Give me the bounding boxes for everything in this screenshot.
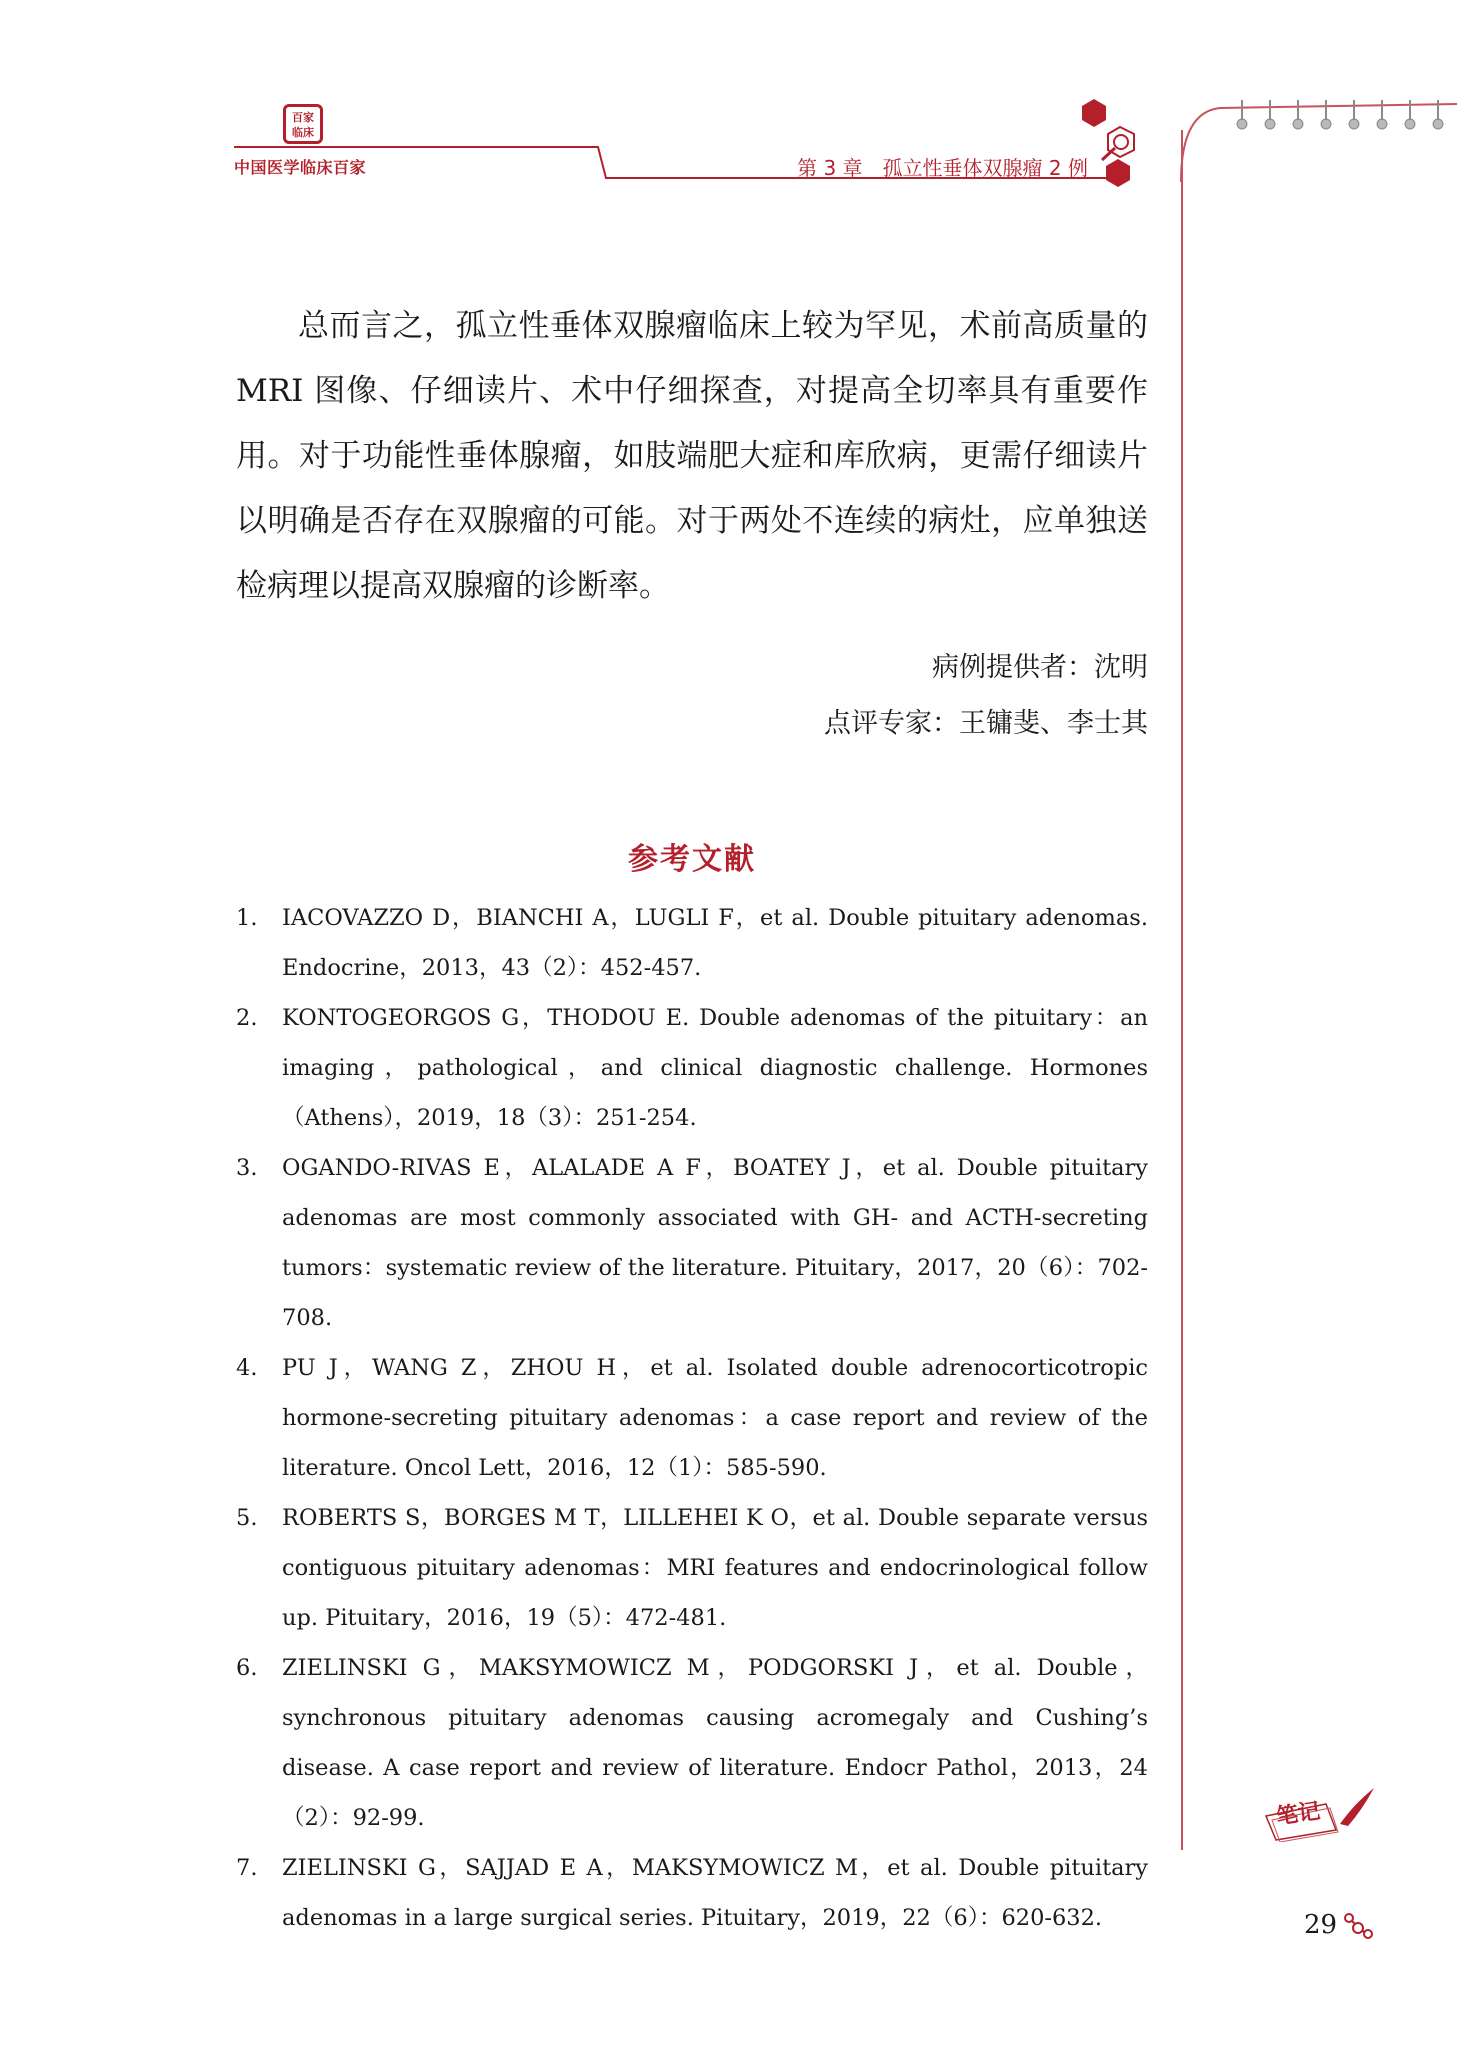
reference-number: 4. [236, 1355, 258, 1381]
chapter-heading [797, 152, 1088, 181]
reference-text: ZIELINSKI G，SAJJAD E A，MAKSYMOWICZ M，et al. Double pituitary adenomas in a large surgical series. Pituitary，2019，22（6）：620-632. [282, 1855, 1148, 1931]
magnifier-icon [1102, 127, 1134, 160]
reference-item [236, 1843, 1148, 1943]
reference-text: ROBERTS S，BORGES M T，LILLEHEI K O，et al. Double separate versus contiguous pituitary adenomas：MRI features and endocrinological follow up. Pituitary，2016，19（5）：472-481. [282, 1505, 1148, 1631]
page-ornament-icon [1342, 1910, 1376, 1940]
binder-rings [1232, 96, 1457, 136]
reference-item [236, 1643, 1148, 1843]
notebook-margin-line [1181, 130, 1183, 1850]
references-title: 参考文献 [628, 842, 756, 877]
reference-list [236, 893, 1148, 1943]
reference-item [236, 1143, 1148, 1343]
chapter-title: 孤立性垂体双腺瘤 2 例 [882, 156, 1088, 180]
reference-item [236, 993, 1148, 1143]
reference-item [236, 1343, 1148, 1493]
reference-text: PU J，WANG Z，ZHOU H，et al. Isolated double adrenocorticotropic hormone-secreting pituitary adenomas：a case report and review of the literature. Oncol Lett，2016，12（1）：585-590. [282, 1355, 1148, 1481]
reference-text: OGANDO-RIVAS E，ALALADE A F，BOATEY J，et al. Double pituitary adenomas are most commonly associated with GH- and ACTH-secreting tumors：systematic review of the literature. Pituitary，2017，20（6）：702-708. [282, 1155, 1148, 1331]
reference-text: KONTOGEORGOS G，THODOU E. Double adenomas of the pituitary：an imaging，pathological，and clinical diagnostic challenge. Hormones（Athens），2019，18（3）：251-254. [282, 1005, 1148, 1131]
reference-item [236, 893, 1148, 993]
page-number: 29 [1304, 1910, 1338, 1940]
reference-number: 2. [236, 1005, 258, 1031]
notes-label: 笔记 [1274, 1798, 1322, 1830]
summary-paragraph: 总而言之，孤立性垂体双腺瘤临床上较为罕见，术前高质量的 MRI 图像、仔细读片、术中仔细探查，对提高全切率具有重要作用。对于功能性垂体腺瘤，如肢端肥大症和库欣病，更需仔细读片以明确是否存在双腺瘤的可能。对于两处不连续的病灶，应单独送检病理以提高双腺瘤的诊断率。 [236, 308, 1148, 604]
case-credits [824, 640, 1148, 752]
reference-text: IACOVAZZO D，BIANCHI A，LUGLI F，et al. Double pituitary adenomas. Endocrine，2013，43（2）：452-457. [282, 905, 1148, 981]
chapter-number: 第 3 章 [797, 156, 863, 180]
reference-number: 1. [236, 905, 258, 931]
reference-text: ZIELINSKI G，MAKSYMOWICZ M，PODGORSKI J，et al. Double，synchronous pituitary adenomas causing acromegaly and Cushing’s disease. A case report and review of literature. Endocr Pathol，2013，24（2）：92-99. [282, 1655, 1148, 1831]
reference-item [236, 1493, 1148, 1643]
reference-number: 3. [236, 1155, 258, 1181]
case-provider: 病例提供者：沈明 [932, 652, 1148, 683]
reference-number: 5. [236, 1505, 258, 1531]
case-reviewer: 点评专家：王镛斐、李士其 [824, 708, 1148, 739]
series-brand: 中国医学临床百家 [234, 158, 367, 177]
publisher-seal: 百家 临床 [283, 104, 323, 144]
reference-number: 6. [236, 1655, 258, 1681]
reference-number: 7. [236, 1855, 258, 1881]
hexagon-icon [1082, 99, 1130, 187]
